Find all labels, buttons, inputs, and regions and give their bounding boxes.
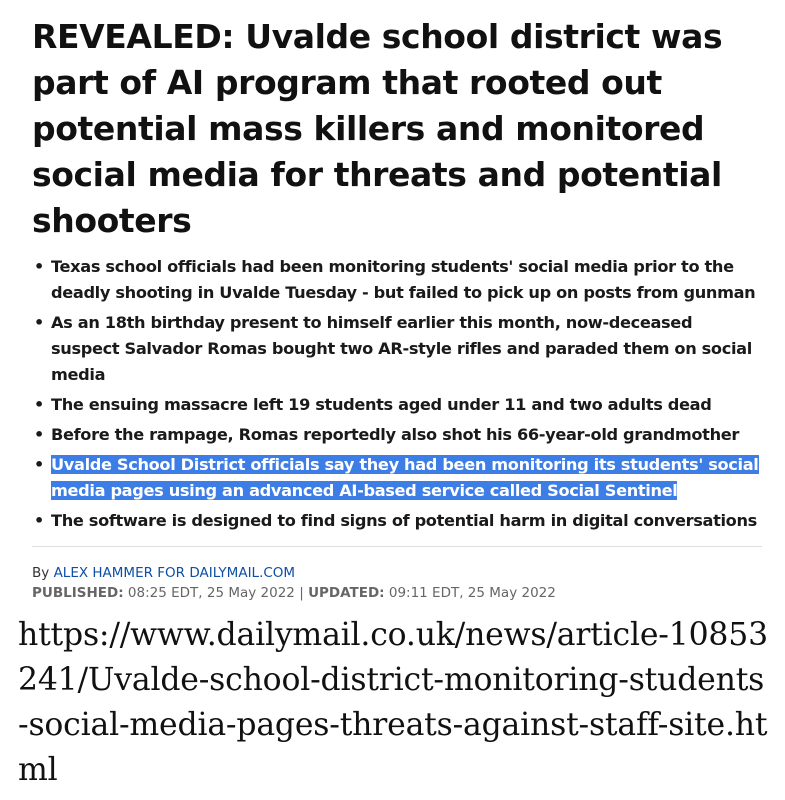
bullet-list bbox=[32, 254, 762, 534]
bullet-icon: • bbox=[34, 313, 44, 332]
bullet-item bbox=[32, 392, 762, 418]
bullet-text: As an 18th birthday present to himself earlier this month, now-deceased suspect Salvador Romas bought two AR-style rifles and paraded them on social media bbox=[51, 313, 752, 384]
bullet-icon: • bbox=[34, 511, 44, 530]
date-separator: | bbox=[299, 585, 304, 601]
article-dates bbox=[32, 583, 767, 603]
byline bbox=[32, 563, 767, 583]
bullet-icon: • bbox=[34, 257, 44, 276]
article bbox=[32, 14, 767, 603]
bullet-text: Before the rampage, Romas reportedly also shot his 66-year-old grandmother bbox=[51, 425, 740, 444]
updated-date: 09:11 EDT, 25 May 2022 bbox=[388, 585, 556, 601]
source-url: https://www.dailymail.co.uk/news/article-10853241/Uvalde-school-district-monitoring-students-social-media-pages-threats-against-staff-site.html bbox=[18, 617, 768, 788]
bullet-item bbox=[32, 310, 762, 388]
bullet-text: Texas school officials had been monitoring students' social media prior to the deadly shooting in Uvalde Tuesday - but failed to pick up on posts from gunman bbox=[51, 257, 756, 302]
bullet-item bbox=[32, 508, 762, 534]
updated-label: UPDATED: bbox=[308, 585, 385, 601]
divider bbox=[32, 546, 762, 547]
bullet-icon: • bbox=[34, 395, 44, 414]
bullet-icon: • bbox=[34, 455, 44, 474]
bullet-text: The ensuing massacre left 19 students aged under 11 and two adults dead bbox=[51, 395, 712, 414]
published-date: 08:25 EDT, 25 May 2022 bbox=[127, 585, 295, 601]
selected-bullet-text[interactable]: Uvalde School District officials say they had been monitoring its students' social media pages using an advanced AI-based service called Social Sentinel bbox=[51, 455, 759, 500]
byline-prefix: By bbox=[32, 565, 50, 581]
headline: REVEALED: Uvalde school district was part of AI program that rooted out potential mass killers and monitored social media for threats and potential shooters bbox=[32, 17, 723, 240]
bullet-text: The software is designed to find signs of potential harm in digital conversations bbox=[51, 511, 757, 530]
bullet-item bbox=[32, 254, 762, 306]
bullet-icon: • bbox=[34, 425, 44, 444]
published-label: PUBLISHED: bbox=[32, 585, 124, 601]
author-link[interactable]: ALEX HAMMER FOR DAILYMAIL.COM bbox=[53, 565, 296, 581]
bullet-item bbox=[32, 422, 762, 448]
bullet-item-highlighted[interactable] bbox=[32, 452, 762, 504]
